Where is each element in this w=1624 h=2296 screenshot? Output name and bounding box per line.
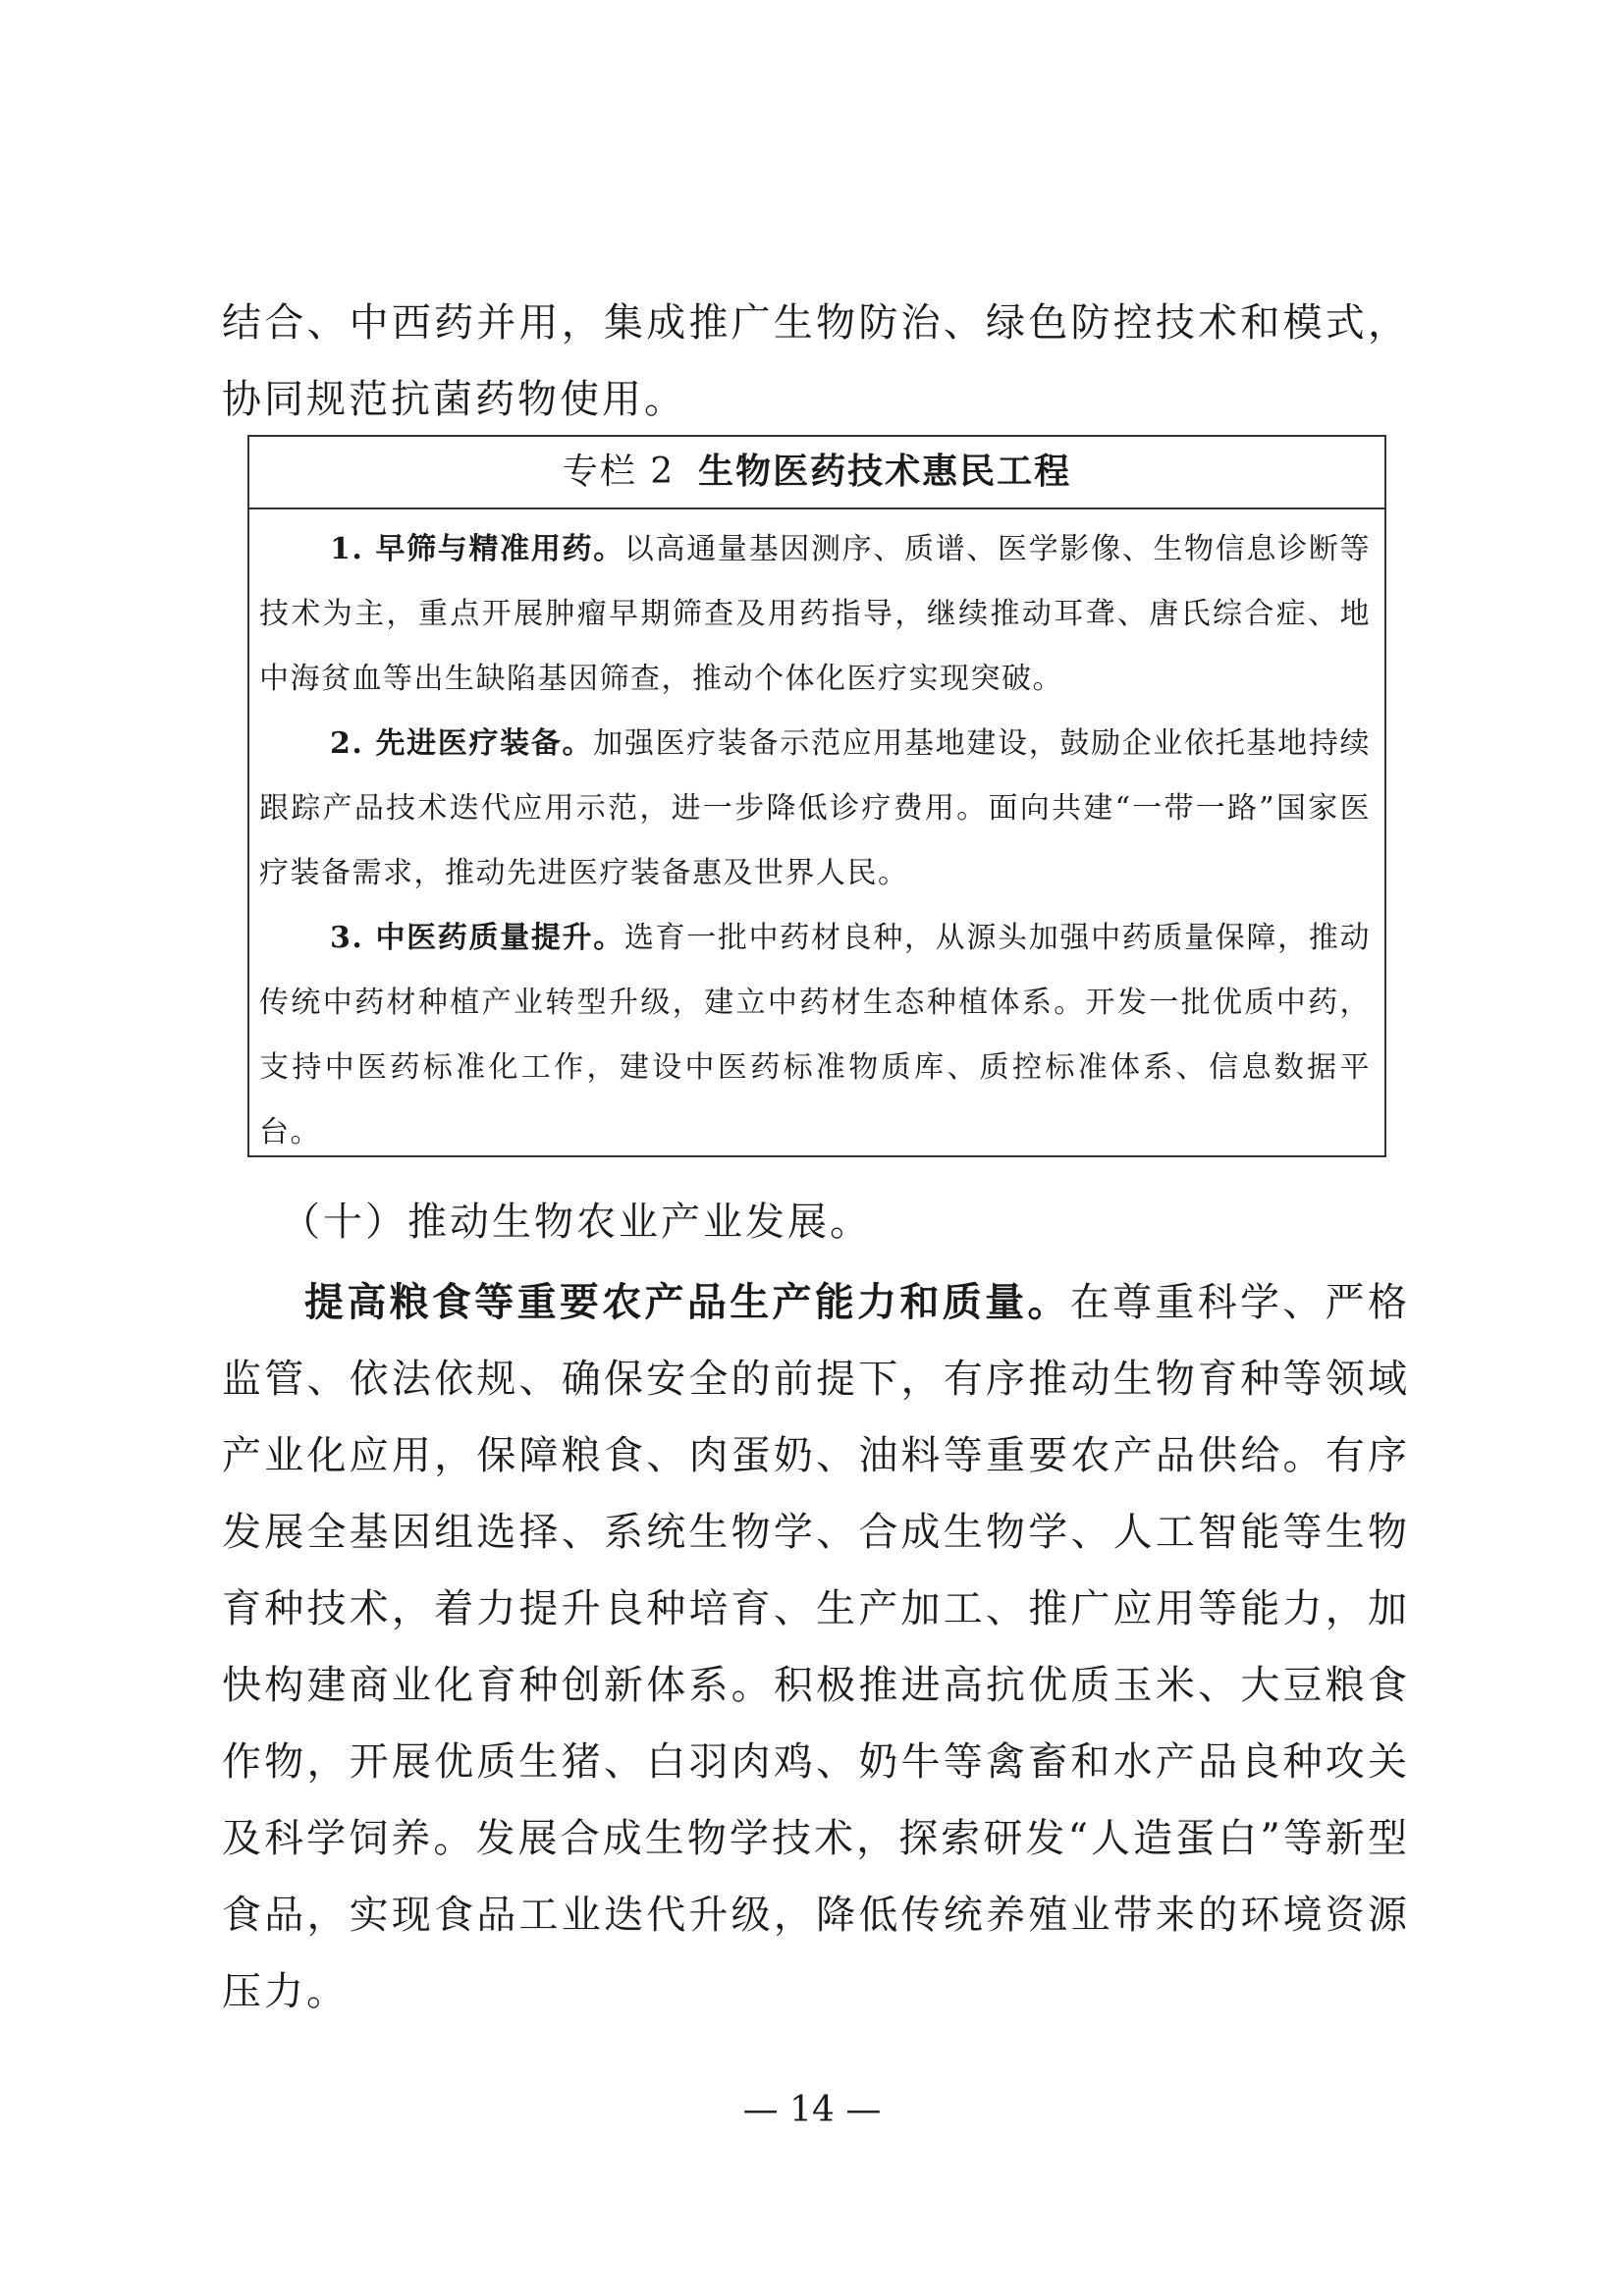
page-number: — 14 — xyxy=(742,2090,882,2130)
feature-box-item-text: 以高通量基因测序、质谱、医学影像、生物信息诊断等技术为主，重点开展肿瘤早期筛查及用药指导，继续推动耳聋、唐氏综合症、地中海贫血等出生缺陷基因筛查，推动个体化医疗实现突破。 xyxy=(259,532,1372,696)
feature-box-item-text: 加强医疗装备示范应用基地建设，鼓励企业依托基地持续跟踪产品技术迭代应用示范，进一步降低诊疗费用。面向共建“一带一路”国家医疗装备需求，推动先进医疗装备惠及世界人民。 xyxy=(259,726,1372,890)
paragraph-lead: 提高粮食等重要农产品生产能力和质量。 xyxy=(304,1279,1070,1325)
feature-box-title-text: 生物医药技术惠民工程 xyxy=(698,452,1072,492)
feature-box-title xyxy=(249,437,1384,509)
section-heading: （十）推动生物农业产业发展。 xyxy=(281,1200,872,1245)
feature-box-item-text: 选育一批中药材良种，从源头加强中药质量保障，推动传统中药材种植产业转型升级，建立中药材生态种植体系。开发一批优质中药，支持中医药标准化工作，建设中医药标准物质库、质控标准体系、信息数据平台。 xyxy=(259,921,1372,1149)
feature-box-label: 专栏 2 xyxy=(562,452,676,492)
body-paragraph xyxy=(222,1264,1410,2030)
feature-box-items xyxy=(249,509,1384,1165)
feature-box-item xyxy=(259,517,1371,712)
feature-box-item xyxy=(259,906,1371,1165)
feature-box-item-head: 3. 中医药质量提升。 xyxy=(330,921,624,955)
paragraph-text: 在尊重科学、严格监管、依法依规、确保安全的前提下，有序推动生物育种等领域产业化应用，保障粮食、肉蛋奶、油料等重要农产品供给。有序发展全基因组选择、系统生物学、合成生物学、人工智能等生物育种技术，着力提升良种培育、生产加工、推广应用等能力，加快构建商业化育种创新体系。积极推进高抗优质玉米、大豆粮食作物，开展优质生猪、白羽肉鸡、奶牛等禽畜和水产品良种攻关及科学饲养。发展合成生物学技术，探索研发“人造蛋白”等新型食品，实现食品工业迭代升级，降低传统养殖业带来的环境资源压力。 xyxy=(222,1280,1411,2014)
feature-box-item-head: 2. 先进医疗装备。 xyxy=(330,726,594,761)
feature-box-item xyxy=(259,712,1371,906)
feature-box xyxy=(247,435,1386,1157)
feature-box-item-head: 1. 早筛与精准用药。 xyxy=(330,532,624,566)
continuation-paragraph: 结合、中西药并用，集成推广生物防治、绿色防控技术和模式，协同规范抗菌药物使用。 xyxy=(222,300,1410,422)
